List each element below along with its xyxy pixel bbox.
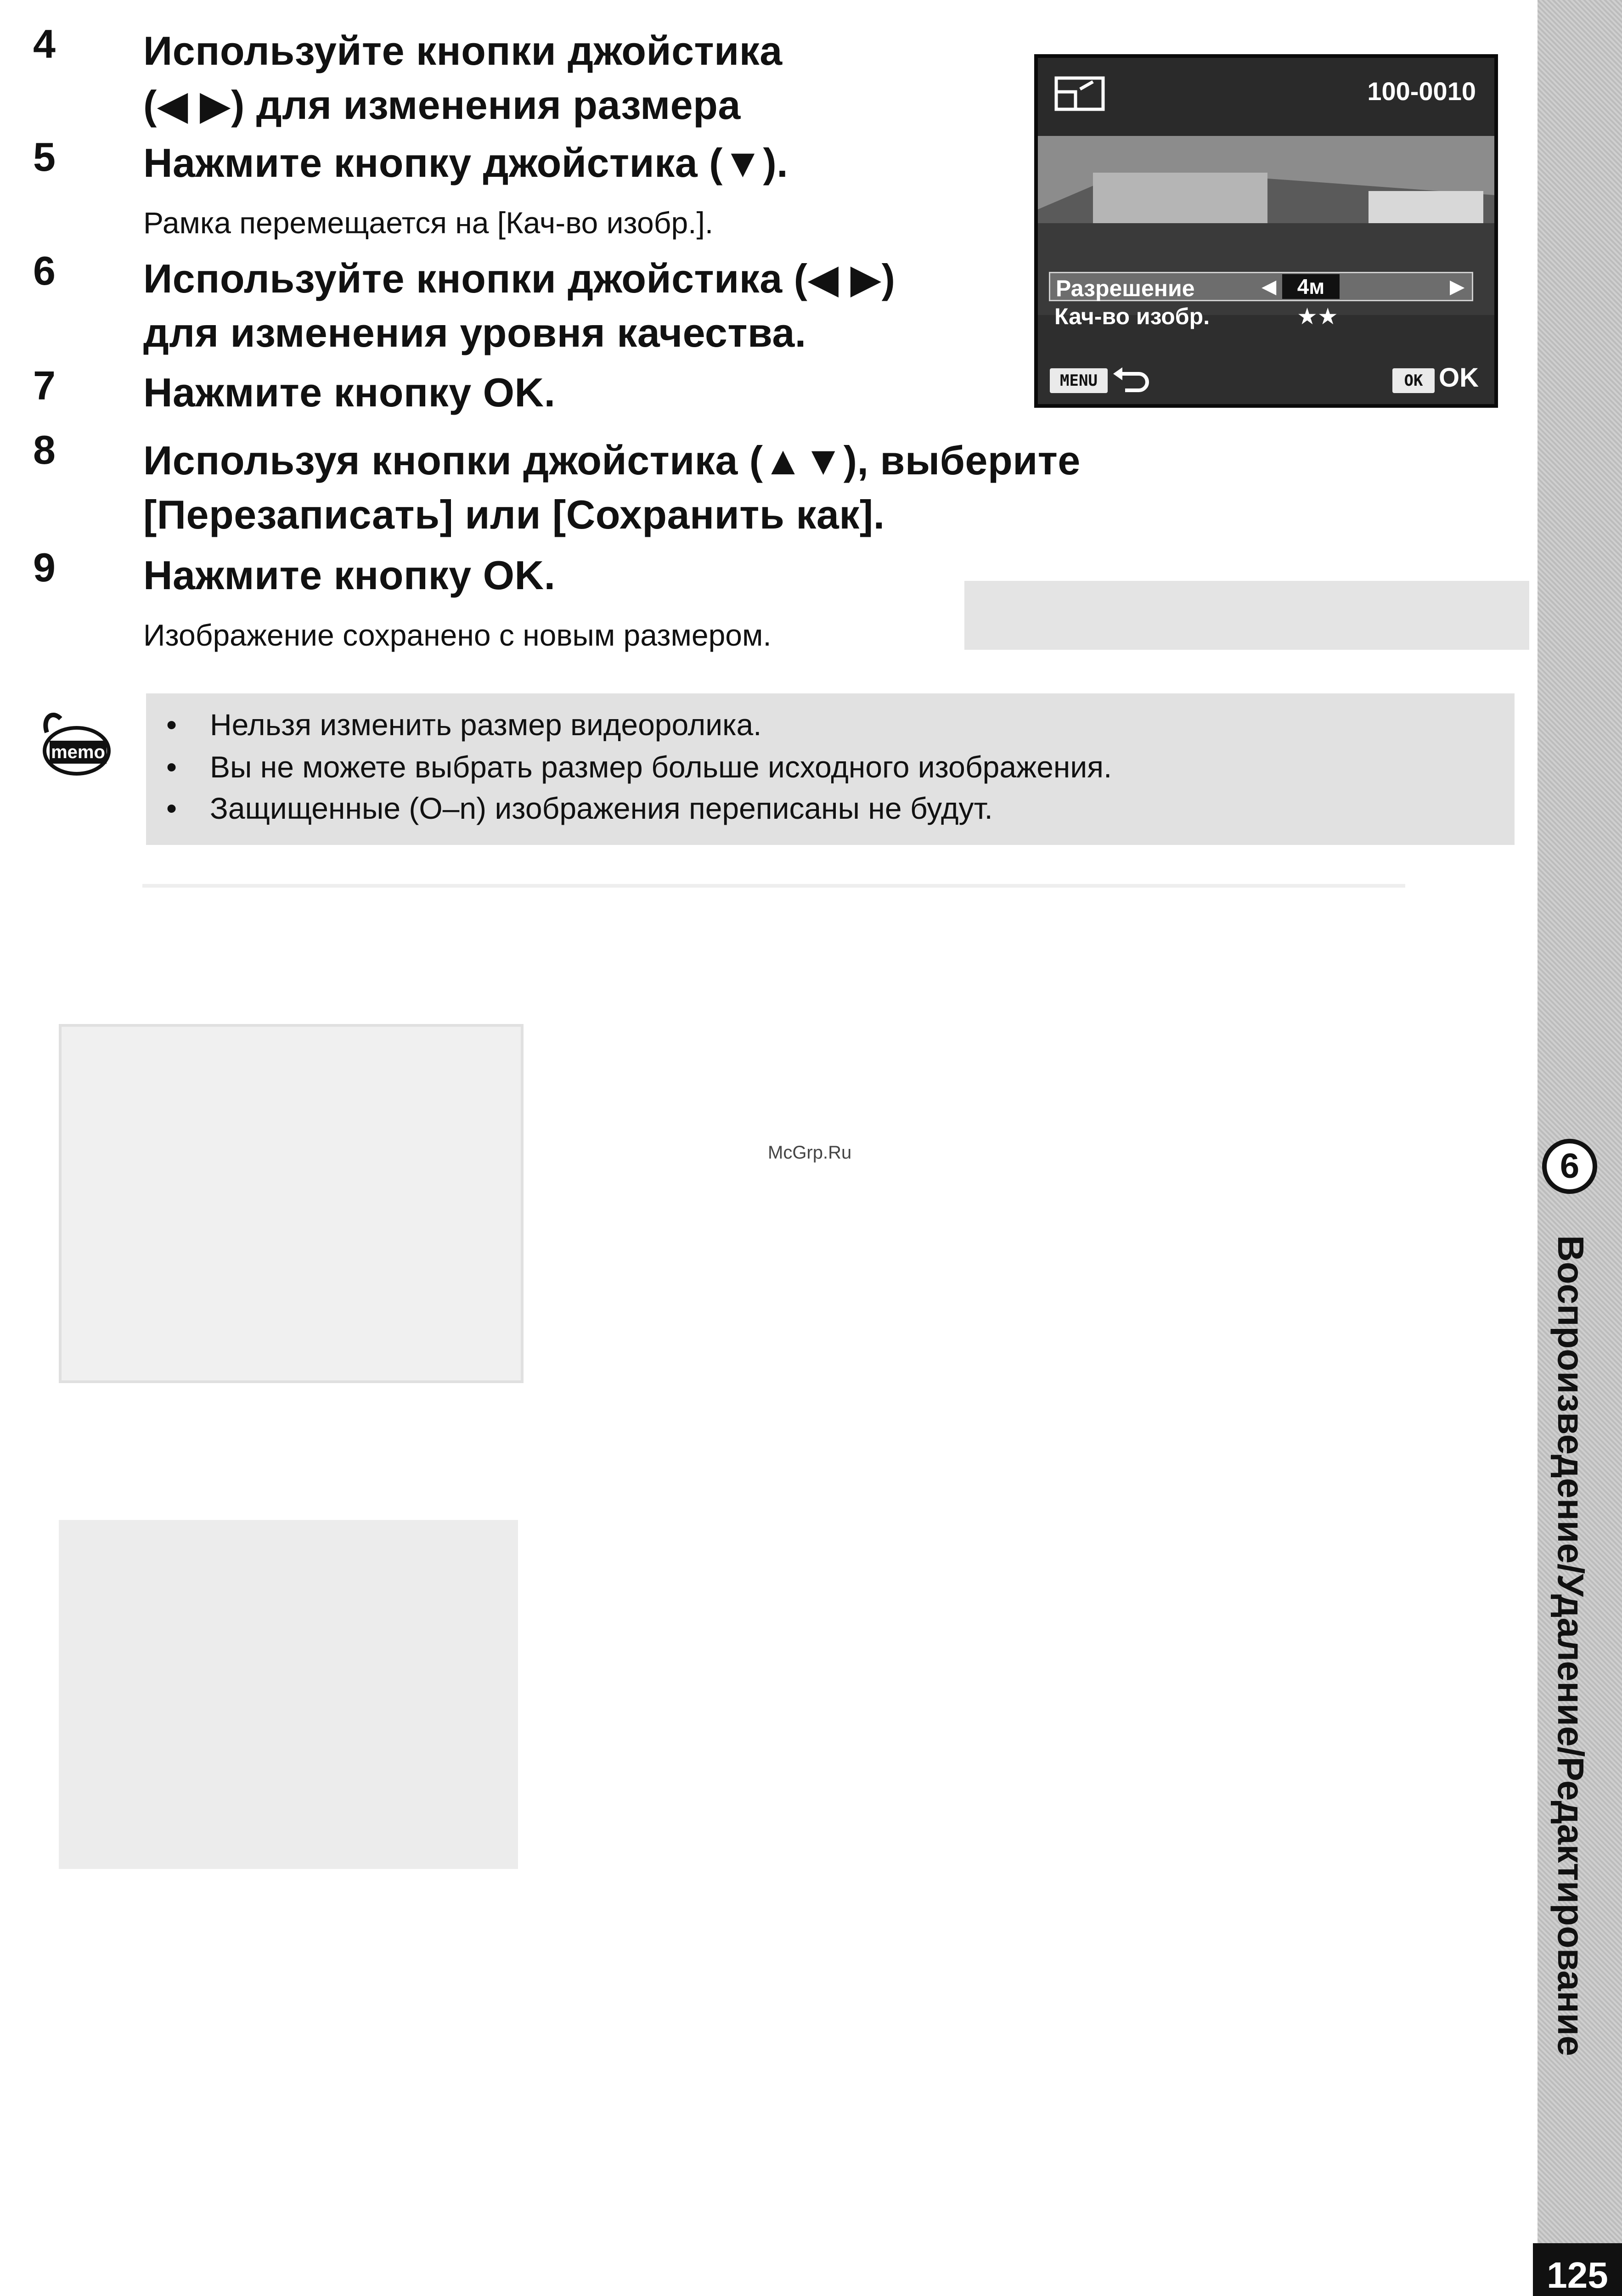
- step-title: [143, 548, 556, 602]
- step-title: [143, 24, 783, 132]
- resize-icon: [1054, 76, 1105, 111]
- step-number: 9: [33, 545, 56, 590]
- back-arrow-icon: [1111, 365, 1153, 392]
- step-number: 8: [33, 427, 56, 473]
- step-title-line: Используйте кнопки джойстика (◀ ▶): [143, 256, 895, 301]
- step-description: Изображение сохранено с новым размером.: [143, 618, 772, 652]
- resolution-label: Разрешение: [1056, 276, 1195, 301]
- memo-item: [166, 707, 762, 742]
- step-title: [143, 366, 556, 420]
- step-number: 6: [33, 248, 56, 293]
- chapter-title: Воспроизведение/Удаление/Редактирование: [1550, 1235, 1591, 2056]
- ok-label: OK: [1439, 363, 1479, 393]
- step-title: [143, 136, 788, 190]
- left-arrow-icon: ◀: [1262, 276, 1277, 297]
- bullet-icon: •: [166, 750, 177, 784]
- watermark: McGrp.Ru: [768, 1142, 852, 1163]
- ok-button: OK: [1392, 368, 1435, 393]
- page-number: 125: [1533, 2243, 1622, 2296]
- bleed-line-1: [142, 884, 1405, 888]
- resolution-row: [1049, 272, 1473, 301]
- bleed-band-1: [964, 581, 1529, 650]
- resolution-value: 4м: [1282, 274, 1340, 299]
- memo-item-text: Защищенные (O‒n) изображения переписаны не будут.: [210, 791, 993, 825]
- step-title-line: Нажмите кнопку джойстика (▼).: [143, 140, 788, 186]
- step-title-line: для изменения уровня качества.: [143, 310, 806, 355]
- memo-item-text: Нельзя изменить размер видеоролика.: [210, 708, 762, 742]
- step-title-line: [Перезаписать] или [Сохранить как].: [143, 492, 885, 537]
- bleed-box-2: [59, 1520, 518, 1869]
- quality-row: [1049, 301, 1473, 331]
- step-title-line: Нажмите кнопку OK.: [143, 552, 556, 598]
- step-description: Рамка перемещается на [Кач-во изобр.].: [143, 206, 714, 240]
- right-arrow-icon: ▶: [1450, 276, 1465, 297]
- step-title-line: Нажмите кнопку OK.: [143, 370, 556, 415]
- step-number: 7: [33, 363, 56, 408]
- bullet-icon: •: [166, 708, 177, 742]
- step-title-line: Используя кнопки джойстика (▲▼), выберите: [143, 438, 1081, 483]
- bullet-icon: •: [166, 791, 177, 825]
- chapter-number: 6: [1542, 1139, 1597, 1194]
- step-number: 4: [33, 21, 56, 67]
- memo-item-text: Вы не можете выбрать размер больше исходного изображения.: [210, 750, 1112, 784]
- step-title-line: (◀ ▶) для изменения размера: [143, 82, 741, 128]
- file-number: 100-0010: [1367, 77, 1476, 106]
- lcd-photo-background: [1038, 58, 1498, 408]
- step-title: [143, 252, 895, 360]
- memo-item: [166, 749, 1112, 784]
- step-title-line: Используйте кнопки джойстика: [143, 28, 783, 73]
- camera-lcd-screen: [1034, 54, 1498, 408]
- memo-icon-label: memo: [51, 742, 105, 762]
- memo-icon: [33, 705, 111, 783]
- bleed-box-1: [59, 1024, 524, 1383]
- quality-value: ★★: [1297, 304, 1338, 329]
- quality-label: Кач-во изобр.: [1054, 304, 1210, 329]
- memo-item: [166, 791, 993, 826]
- menu-button: MENU: [1050, 368, 1108, 393]
- step-title: [143, 433, 1081, 542]
- step-number: 5: [33, 134, 56, 180]
